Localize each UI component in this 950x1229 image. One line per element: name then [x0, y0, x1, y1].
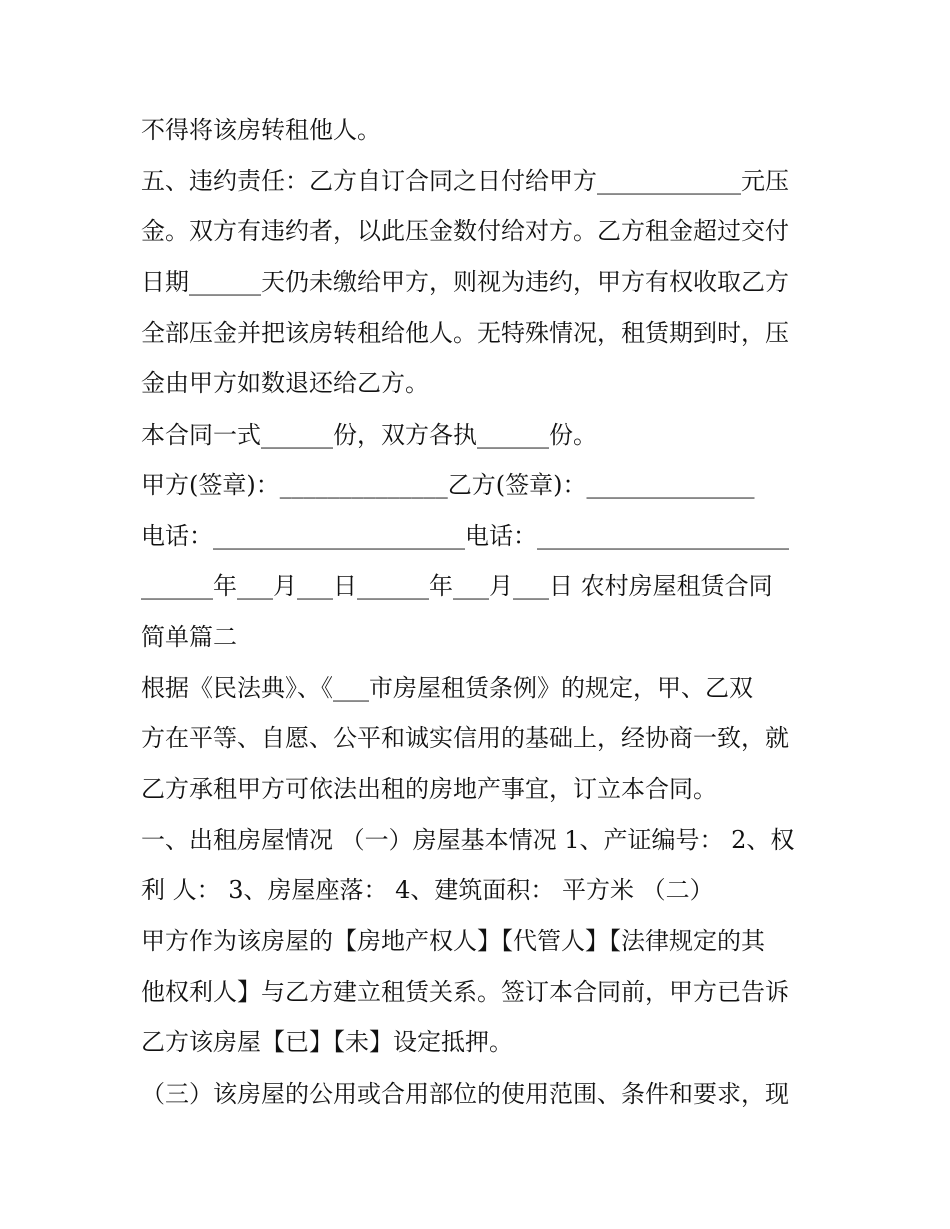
text-line: 乙方该房屋【已】【未】设定抵押。: [141, 1028, 513, 1056]
text-line: 不得将该房转租他人。: [141, 116, 381, 144]
text-line: 电话：_____________________电话：_____________________: [141, 522, 789, 550]
text-line: 方在平等、自愿、公平和诚实信用的基础上，经协商一致，就: [141, 724, 789, 752]
text-line: 五、违约责任：乙方自订合同之日付给甲方____________元压: [141, 167, 789, 195]
text-line: 金。双方有违约者，以此压金数付给对方。乙方租金超过交付: [141, 217, 789, 245]
text-line: 根据《民法典》、《___市房屋租赁条例》的规定，甲、乙双: [141, 674, 753, 702]
text-line: 乙方承租甲方可依法出租的房地产事宜，订立本合同。: [141, 775, 717, 803]
text-line: 全部压金并把该房转租给他人。无特殊情况，租赁期到时，压: [141, 319, 789, 347]
text-line: 日期______天仍未缴给甲方，则视为违约，甲方有权收取乙方: [141, 268, 789, 296]
text-line: 本合同一式______份，双方各执______份。: [141, 421, 597, 449]
text-line: 他权利人】与乙方建立租赁关系。签订本合同前，甲方已告诉: [141, 978, 789, 1006]
text-line: 甲方作为该房屋的【房地产权人】【代管人】【法律规定的其: [141, 927, 765, 955]
text-line: （三）该房屋的公用或合用部位的使用范围、条件和要求，现: [141, 1080, 789, 1108]
text-line: 简单篇二: [141, 623, 237, 651]
text-line: 甲方(签章)：______________乙方(签章)：______________: [141, 471, 755, 499]
text-line: 利 人： 3、房屋座落： 4、建筑面积： 平方米 （二）: [141, 876, 714, 904]
text-line: ______年___月___日______年___月___日 农村房屋租赁合同: [141, 572, 773, 600]
text-line: 一、出租房屋情况 （一）房屋基本情况 1、产证编号： 2、权: [141, 826, 795, 854]
text-line: 金由甲方如数退还给乙方。: [141, 369, 429, 397]
